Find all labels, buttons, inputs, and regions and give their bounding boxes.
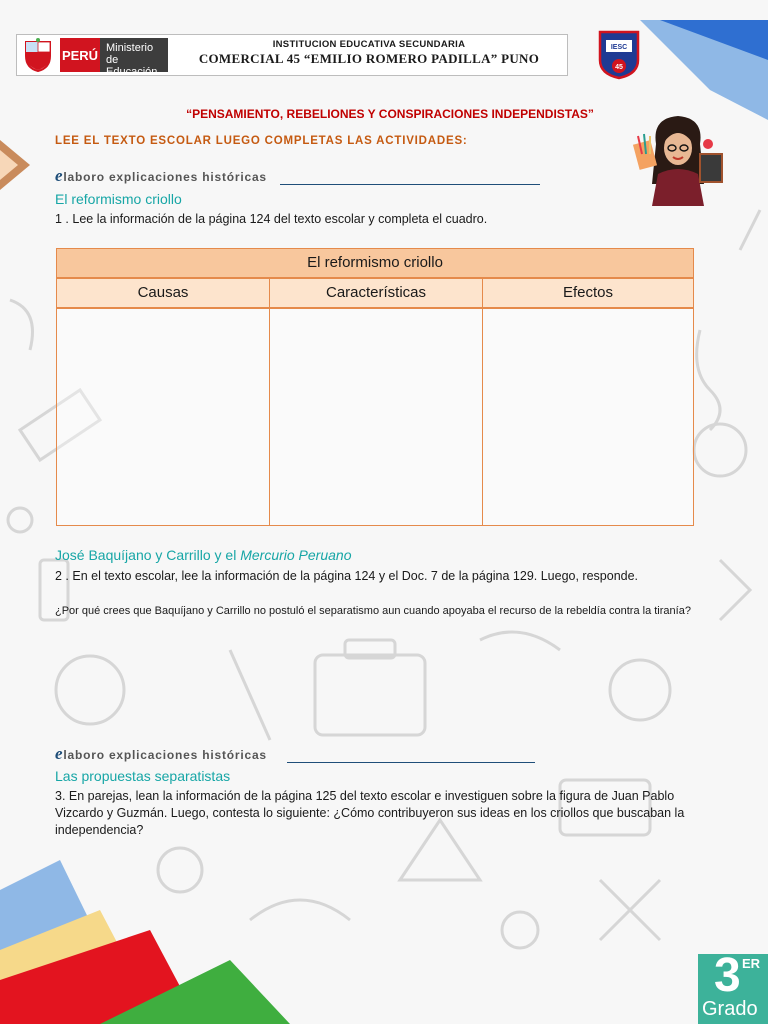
question-3-text: 3. En parejas, lean la información de la página 125 del texto escolar e investiguen sobre la figura de Juan Pablo Vizcardo y Guzmán. Luego, contesta lo siguiente: ¿Cómo contribuyeron sus ideas en los criollos que buscaban la independencia?: [55, 789, 685, 837]
column-header-efectos: Efectos: [482, 278, 694, 308]
section3-subtitle: Las propuestas separatistas: [55, 768, 231, 784]
answer-cell-efectos[interactable]: [482, 308, 694, 526]
section1-elaboro-initial: e: [55, 166, 64, 185]
section1-subtitle: El reformismo criollo: [55, 191, 182, 207]
question-2-answer-area[interactable]: [55, 640, 695, 740]
section1-blank-line: [280, 184, 540, 185]
question-2-subquestion: ¿Por qué crees que Baquíjano y Carrillo no postuló el separatismo aun cuando apoyaba el recurso de la rebeldía contra la tiranía?: [55, 605, 691, 617]
instruction-text: LEE EL TEXTO ESCOLAR LUEGO COMPLETAS LAS ACTIVIDADES:: [55, 135, 468, 147]
question-1-text: 1 . Lee la información de la página 124 del texto escolar y completa el cuadro.: [55, 212, 488, 226]
badge-text: IESC: [610, 44, 628, 51]
section2-subtitle-part1: José Baquíjano y Carrillo y el: [55, 547, 241, 563]
table-title: El reformismo criollo: [56, 248, 694, 278]
column-header-causas: Causas: [56, 278, 270, 308]
grade-badge: [698, 949, 768, 1024]
peru-coat-of-arms-icon: [20, 38, 56, 72]
section1-elaboro-label: [55, 166, 267, 186]
grade-label: Grado: [702, 998, 758, 1020]
section3-elaboro-initial: e: [55, 744, 64, 763]
question-2-text: 2 . En el texto escolar, lee la información de la página 124 y el Doc. 7 de la página 129. Luego, responde.: [55, 569, 639, 583]
grade-number: 3: [714, 949, 741, 1002]
section3-elaboro-label: [55, 744, 267, 764]
answer-cell-caracteristicas[interactable]: [269, 308, 483, 526]
question-3-answer-area[interactable]: [55, 845, 695, 945]
teacher-avatar-illustration: [628, 114, 728, 206]
school-badge-logo: [596, 26, 642, 80]
institution-type: INSTITUCION EDUCATIVA SECUNDARIA: [272, 39, 466, 50]
peru-label: PERÚ: [60, 38, 100, 72]
document-title: “PENSAMIENTO, REBELIONES Y CONSPIRACIONES INDEPENDISTAS”: [186, 107, 594, 121]
section2-subtitle: [55, 547, 351, 563]
institution-name: COMERCIAL 45 “EMILIO ROMERO PADILLA” PUNO: [198, 51, 540, 66]
section2-subtitle-part2: Mercurio Peruano: [240, 547, 352, 563]
grade-suffix: ER: [742, 956, 761, 971]
answer-cell-causas[interactable]: [56, 308, 270, 526]
ministry-label: Ministerio de Educación: [100, 38, 168, 72]
column-header-caracteristicas: Características: [269, 278, 483, 308]
corner-decoration: [640, 20, 768, 120]
left-edge-decoration: [0, 140, 40, 190]
section1-elaboro-text: laboro explicaciones históricas: [63, 170, 267, 184]
section3-elaboro-text: laboro explicaciones históricas: [63, 748, 267, 762]
badge-number: 45: [615, 64, 623, 71]
section3-blank-line: [287, 762, 535, 763]
